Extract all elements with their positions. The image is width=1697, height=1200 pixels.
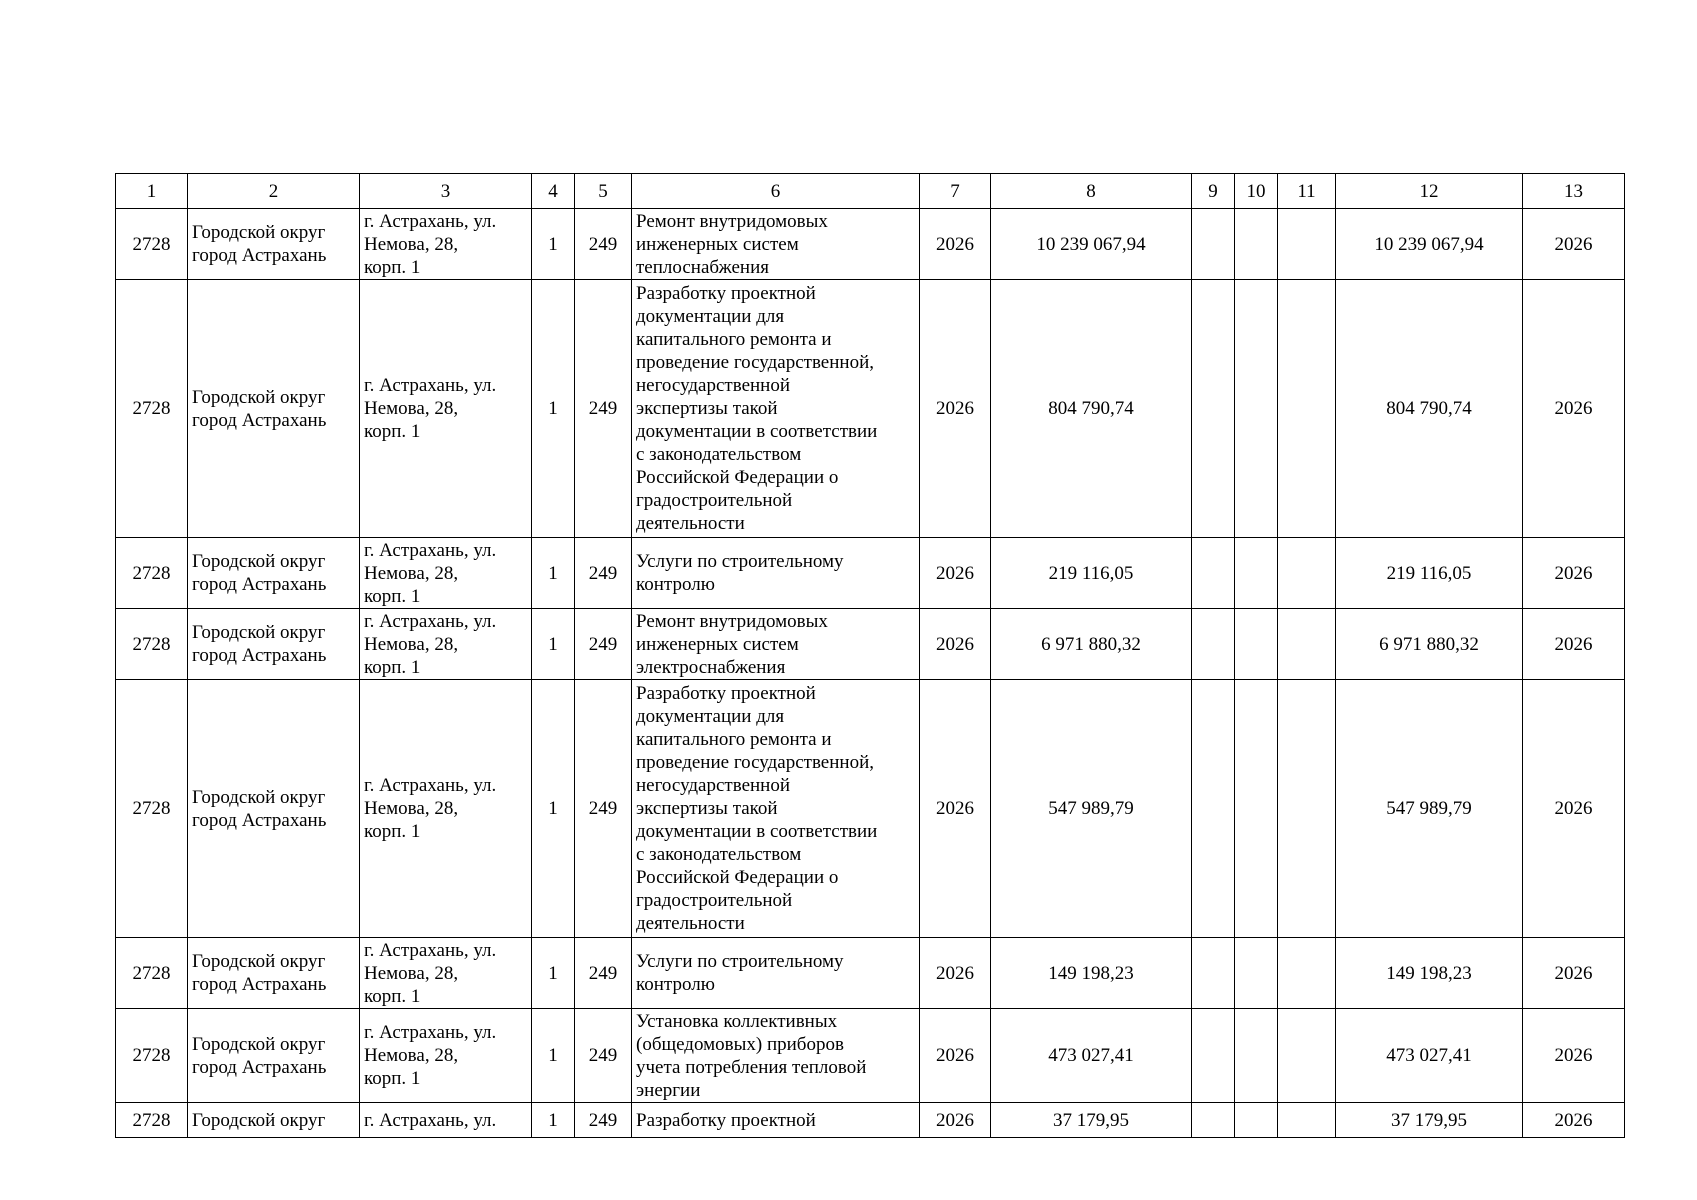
header-cell: 5 [575, 174, 632, 209]
address-cell: г. Астрахань, ул. Немова, 28, корп. 1 [360, 280, 532, 538]
year-end-cell: 2026 [1523, 938, 1625, 1009]
work-type-cell: Разработку проектной [632, 1103, 920, 1138]
address-cell: г. Астрахань, ул. Немова, 28, корп. 1 [360, 938, 532, 1009]
year-cell: 2026 [920, 1103, 991, 1138]
col11-cell [1278, 280, 1336, 538]
work-type-cell: Ремонт внутридомовых инженерных систем электроснабжения [632, 609, 920, 680]
row-number-cell: 2728 [116, 609, 188, 680]
header-cell: 2 [188, 174, 360, 209]
total-cell: 37 179,95 [1336, 1103, 1523, 1138]
address-cell: г. Астрахань, ул. [360, 1103, 532, 1138]
year-cell: 2026 [920, 209, 991, 280]
municipality-cell: Городской округ город Астрахань [188, 280, 360, 538]
work-type-cell: Услуги по строительному контролю [632, 538, 920, 609]
year-cell: 2026 [920, 609, 991, 680]
table-row [116, 538, 1625, 609]
header-cell: 4 [532, 174, 575, 209]
row-number-cell: 2728 [116, 938, 188, 1009]
col10-cell [1235, 209, 1278, 280]
total-cell: 804 790,74 [1336, 280, 1523, 538]
municipality-cell: Городской округ город Астрахань [188, 209, 360, 280]
municipality-cell: Городской округ город Астрахань [188, 680, 360, 938]
header-cell: 1 [116, 174, 188, 209]
municipality-cell: Городской округ город Астрахань [188, 609, 360, 680]
cost-cell: 804 790,74 [991, 280, 1192, 538]
cost-cell: 219 116,05 [991, 538, 1192, 609]
total-cell: 473 027,41 [1336, 1009, 1523, 1103]
cost-cell: 473 027,41 [991, 1009, 1192, 1103]
header-cell: 10 [1235, 174, 1278, 209]
col10-cell [1235, 538, 1278, 609]
municipality-cell: Городской округ [188, 1103, 360, 1138]
table-row [116, 1103, 1625, 1138]
address-cell: г. Астрахань, ул. Немова, 28, корп. 1 [360, 680, 532, 938]
col11-cell [1278, 1009, 1336, 1103]
col10-cell [1235, 1103, 1278, 1138]
municipality-cell: Городской округ город Астрахань [188, 538, 360, 609]
col11-cell [1278, 1103, 1336, 1138]
col9-cell [1192, 538, 1235, 609]
total-cell: 219 116,05 [1336, 538, 1523, 609]
header-cell: 3 [360, 174, 532, 209]
capital-repair-table [115, 173, 1625, 1138]
col11-cell [1278, 609, 1336, 680]
col4-cell: 1 [532, 1009, 575, 1103]
cost-cell: 547 989,79 [991, 680, 1192, 938]
table-row [116, 280, 1625, 538]
work-type-cell: Ремонт внутридомовых инженерных систем теплоснабжения [632, 209, 920, 280]
table-row [116, 1009, 1625, 1103]
cost-cell: 37 179,95 [991, 1103, 1192, 1138]
col5-cell: 249 [575, 1009, 632, 1103]
header-cell: 7 [920, 174, 991, 209]
year-cell: 2026 [920, 938, 991, 1009]
year-end-cell: 2026 [1523, 1103, 1625, 1138]
col4-cell: 1 [532, 680, 575, 938]
col10-cell [1235, 609, 1278, 680]
year-cell: 2026 [920, 680, 991, 938]
col11-cell [1278, 538, 1336, 609]
row-number-cell: 2728 [116, 1009, 188, 1103]
col9-cell [1192, 280, 1235, 538]
col5-cell: 249 [575, 280, 632, 538]
table-row [116, 680, 1625, 938]
work-type-cell: Разработку проектной документации для капитального ремонта и проведение государственной, негосударственной экспертизы такой документации в соответствии с законодательством Российской Федерации о градостроительной деятельности [632, 680, 920, 938]
col5-cell: 249 [575, 680, 632, 938]
year-cell: 2026 [920, 280, 991, 538]
header-cell: 12 [1336, 174, 1523, 209]
year-end-cell: 2026 [1523, 1009, 1625, 1103]
cost-cell: 149 198,23 [991, 938, 1192, 1009]
address-cell: г. Астрахань, ул. Немова, 28, корп. 1 [360, 209, 532, 280]
col11-cell [1278, 209, 1336, 280]
col10-cell [1235, 680, 1278, 938]
header-cell: 13 [1523, 174, 1625, 209]
row-number-cell: 2728 [116, 280, 188, 538]
col11-cell [1278, 680, 1336, 938]
col5-cell: 249 [575, 209, 632, 280]
col11-cell [1278, 938, 1336, 1009]
municipality-cell: Городской округ город Астрахань [188, 1009, 360, 1103]
col10-cell [1235, 938, 1278, 1009]
municipality-cell: Городской округ город Астрахань [188, 938, 360, 1009]
cost-cell: 6 971 880,32 [991, 609, 1192, 680]
total-cell: 6 971 880,32 [1336, 609, 1523, 680]
year-end-cell: 2026 [1523, 680, 1625, 938]
col4-cell: 1 [532, 1103, 575, 1138]
total-cell: 149 198,23 [1336, 938, 1523, 1009]
work-type-cell: Услуги по строительному контролю [632, 938, 920, 1009]
table-row [116, 609, 1625, 680]
address-cell: г. Астрахань, ул. Немова, 28, корп. 1 [360, 1009, 532, 1103]
col10-cell [1235, 280, 1278, 538]
work-type-cell: Разработку проектной документации для капитального ремонта и проведение государственной, негосударственной экспертизы такой документации в соответствии с законодательством Российской Федерации о градостроительной деятельности [632, 280, 920, 538]
col4-cell: 1 [532, 609, 575, 680]
col9-cell [1192, 938, 1235, 1009]
col5-cell: 249 [575, 938, 632, 1009]
col5-cell: 249 [575, 538, 632, 609]
header-cell: 8 [991, 174, 1192, 209]
col4-cell: 1 [532, 280, 575, 538]
header-cell: 6 [632, 174, 920, 209]
year-cell: 2026 [920, 1009, 991, 1103]
col4-cell: 1 [532, 209, 575, 280]
year-end-cell: 2026 [1523, 538, 1625, 609]
year-cell: 2026 [920, 538, 991, 609]
work-type-cell: Установка коллективных (общедомовых) приборов учета потребления тепловой энергии [632, 1009, 920, 1103]
address-cell: г. Астрахань, ул. Немова, 28, корп. 1 [360, 609, 532, 680]
col9-cell [1192, 680, 1235, 938]
table-row [116, 209, 1625, 280]
col9-cell [1192, 1103, 1235, 1138]
col4-cell: 1 [532, 538, 575, 609]
col4-cell: 1 [532, 938, 575, 1009]
cost-cell: 10 239 067,94 [991, 209, 1192, 280]
row-number-cell: 2728 [116, 680, 188, 938]
row-number-cell: 2728 [116, 1103, 188, 1138]
col9-cell [1192, 609, 1235, 680]
year-end-cell: 2026 [1523, 280, 1625, 538]
col9-cell [1192, 209, 1235, 280]
col5-cell: 249 [575, 1103, 632, 1138]
table-row [116, 938, 1625, 1009]
total-cell: 10 239 067,94 [1336, 209, 1523, 280]
row-number-cell: 2728 [116, 538, 188, 609]
year-end-cell: 2026 [1523, 209, 1625, 280]
col5-cell: 249 [575, 609, 632, 680]
address-cell: г. Астрахань, ул. Немова, 28, корп. 1 [360, 538, 532, 609]
year-end-cell: 2026 [1523, 609, 1625, 680]
header-cell: 9 [1192, 174, 1235, 209]
row-number-cell: 2728 [116, 209, 188, 280]
header-cell: 11 [1278, 174, 1336, 209]
total-cell: 547 989,79 [1336, 680, 1523, 938]
col9-cell [1192, 1009, 1235, 1103]
header-row [116, 174, 1625, 209]
col10-cell [1235, 1009, 1278, 1103]
